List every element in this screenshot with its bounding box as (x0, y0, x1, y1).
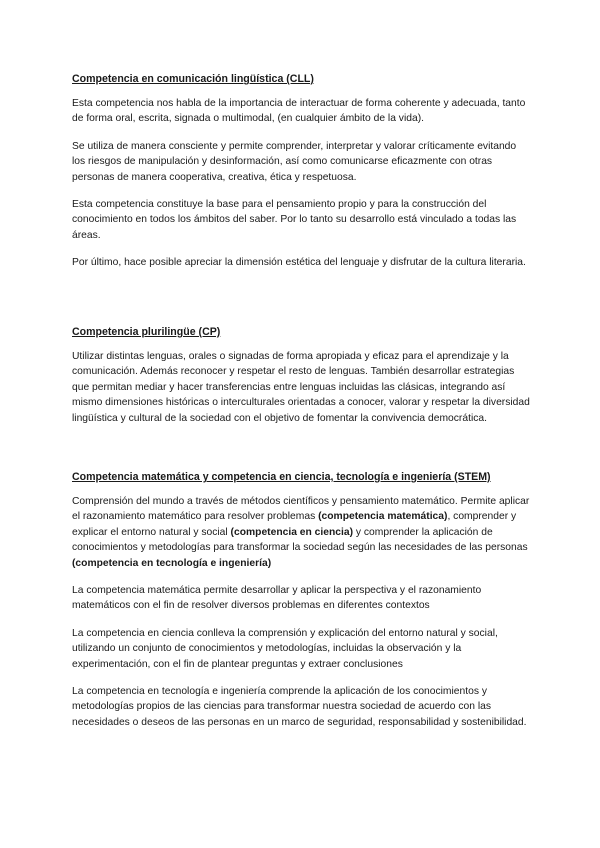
paragraph (72, 349, 532, 426)
section-heading: Competencia plurilingüe (CP) (72, 326, 221, 338)
text-run: La competencia en ciencia conlleva la comprensión y explicación del entorno natural y social, utilizando un conjunto de conocimientos y metodologías, incluidas la observación y la experimentación, con el fin de plantear preguntas y extraer conclusiones (72, 627, 498, 670)
paragraph (72, 96, 532, 127)
text-run: Esta competencia constituye la base para el pensamiento propio y para la construcción del conocimiento en todos los ámbitos del saber. Por lo tanto su desarrollo está vinculado a todas las áreas. (72, 199, 517, 241)
paragraph (72, 583, 532, 614)
text-run: y comprender la aplicación de conocimientos y metodologías para transformar la sociedad según las necesidades de las personas (72, 526, 528, 554)
section-heading: Competencia en comunicación lingüística (CLL) (72, 73, 314, 85)
bold-text-run: (competencia en tecnología e ingeniería) (72, 557, 272, 569)
paragraph (72, 197, 532, 243)
text-run: La competencia en tecnología e ingeniería comprende la aplicación de los conocimientos y metodologías propios de las ciencias para transformar nuestra sociedad de acuerdo con las necesidades o deseos de las personas en un marco de seguridad, responsabilidad y sostenibilidad. (72, 686, 527, 728)
paragraph (72, 139, 532, 185)
section-cp (72, 325, 532, 438)
paragraph (72, 626, 532, 672)
paragraph (72, 255, 532, 270)
text-run: Utilizar distintas lenguas, orales o signadas de forma apropiada y eficaz para el aprendizaje y la comunicación. Además reconocer y respetar el resto de lenguas. También desarrollar estrategias que permitan mediar y hacer transferencias entre lenguas incluidas las clásicas, integrando así mismo dimensiones históricas o interculturales orientadas a conocer, valorar y respetar la diversidad lingüística y cultural de la sociedad con el objetivo de fomentar la convivencia democrática. (72, 351, 530, 424)
bold-text-run: (competencia en ciencia) (230, 526, 354, 538)
section-stem (72, 470, 532, 742)
section-cll (72, 72, 532, 283)
paragraph (72, 684, 532, 730)
text-run: , comprender y explicar el entorno natural y social (72, 511, 517, 538)
text-run: Comprensión del mundo a través de métodos científicos y pensamiento matemático. Permite aplicar el razonamiento matemático para resolver problemas (72, 496, 530, 523)
paragraph (72, 494, 532, 571)
section-heading: Competencia matemática y competencia en ciencia, tecnología e ingeniería (STEM) (72, 471, 491, 483)
text-run: Esta competencia nos habla de la importancia de interactuar de forma coherente y adecuada, tanto de forma oral, escrita, signada o multimodal, (en cualquier ámbito de la vida). (72, 98, 526, 125)
text-run: Se utiliza de manera consciente y permite comprender, interpretar y valorar críticamente evitando los riesgos de manipulación y desinformación, así como comunicarse eficazmente con otras personas de manera cooperativa, creativa, ética y respetuosa. (72, 140, 517, 183)
bold-text-run: (competencia matemática) (318, 511, 448, 523)
text-run: Por último, hace posible apreciar la dimensión estética del lenguaje y disfrutar de la cultura literaria. (72, 257, 526, 269)
text-run: La competencia matemática permite desarrollar y aplicar la perspectiva y el razonamiento matemáticos con el fin de resolver diversos problemas en diferentes contextos (72, 585, 482, 612)
